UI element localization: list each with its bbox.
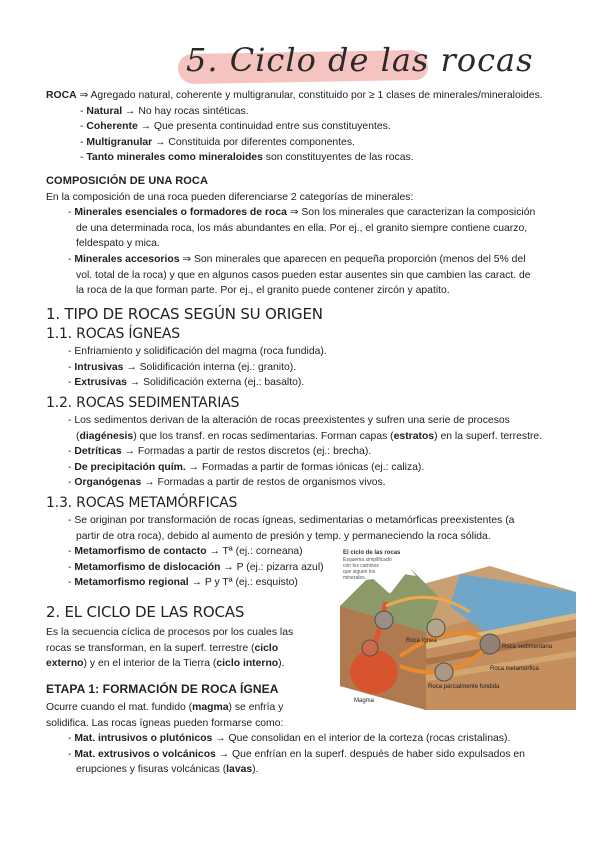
term-roca: ROCA — [46, 90, 77, 101]
text-part: ). — [252, 764, 259, 776]
section-heading: ETAPA 1: FORMACIÓN DE ROCA ÍGNEA — [46, 682, 279, 696]
label-magma: Magma — [354, 698, 375, 704]
item-text: → Que enfrían en la superf. después de haber sido expulsados en — [215, 748, 525, 760]
item-continuation: vol. total de la roca) y que en algunos casos pueden estar ausentes sin que cambien las caract. de — [76, 269, 531, 281]
item-text: → Formadas a partir de restos de organismos vivos. — [141, 477, 386, 489]
figure-caption-title: El ciclo de las rocas — [343, 550, 401, 556]
item-label: Tanto minerales como mineraloides — [86, 152, 263, 164]
figure-caption-line: que siguen los — [343, 569, 376, 575]
term-ciclo: ciclo — [254, 642, 279, 654]
rock-sample — [480, 634, 500, 654]
figure-caption-line: minerales. — [343, 575, 367, 581]
subsection-heading: 1.2. ROCAS SEDIMENTARIAS — [46, 395, 240, 411]
list-item: - Los sedimentos derivan de la alteración de rocas preexistentes y sufren una serie de procesos — [46, 413, 576, 429]
text-part: ) en la superf. terrestre. — [434, 430, 543, 442]
rock-sample — [435, 663, 453, 681]
list-item — [46, 460, 576, 476]
label-fundida: Roca parcialmente fundida — [428, 684, 500, 690]
item-label: Multigranular — [86, 136, 153, 148]
list-item — [46, 444, 576, 460]
text-part: ( — [76, 430, 80, 442]
item-label: Natural — [86, 105, 123, 117]
item-text: → Que presenta continuidad entre sus constituyentes. — [137, 121, 391, 133]
list-item — [46, 205, 576, 221]
list-item — [46, 475, 576, 491]
item-label: Extrusivas — [74, 377, 127, 389]
text-part: ) y en el interior de la Tierra ( — [83, 658, 217, 670]
paragraph: En la composición de una roca pueden diferenciarse 2 categorías de minerales: — [46, 191, 414, 203]
item-label: Metamorfismo de contacto — [74, 546, 207, 558]
paragraph-line — [46, 641, 336, 657]
composicion-section — [46, 173, 576, 299]
term-diagenesis: diagénesis — [79, 430, 134, 442]
paragraph-line: solidifica. Las rocas ígneas pueden formarse como: — [46, 717, 284, 729]
intro-definition — [46, 88, 576, 104]
item-label: Detríticas — [74, 446, 122, 458]
paragraph-line — [46, 656, 336, 672]
item-text: son constituyentes de las rocas. — [262, 152, 414, 164]
definition-text: ⇒ Agregado natural, coherente y multigranular, constituido por ≥ 1 clases de minerales/mineraloides. — [76, 90, 543, 101]
list-item — [46, 375, 576, 391]
term-ciclo-interno: ciclo interno — [216, 658, 279, 670]
text-part: Ocurre cuando el mat. fundido ( — [46, 702, 193, 713]
item-text: → Formadas a partir de formas iónicas (ej.: caliza). — [185, 461, 425, 473]
item-continuation: feldespato y mica. — [76, 238, 160, 250]
subsection-heading: 1.1. ROCAS ÍGNEAS — [46, 326, 180, 342]
item-text: → Constituida por diferentes componentes. — [152, 136, 355, 148]
label-ignea: Roca ígnea — [406, 638, 437, 644]
section-heading: 2. EL CICLO DE LAS ROCAS — [46, 603, 245, 621]
page-title: 5. Ciclo de las rocas — [186, 41, 534, 79]
item-text: ⇒ Son los minerales que caracterizan la composición — [286, 207, 536, 219]
ciclo-section — [46, 602, 336, 672]
section-heading: COMPOSICIÓN DE UNA ROCA — [46, 175, 209, 187]
item-continuation: partir de otra roca), debido al aumento de presión y temp. y permaneciendo la roca sólida. — [76, 530, 491, 542]
list-item — [46, 252, 576, 268]
term-magma: magma — [192, 702, 229, 713]
list-item: - Enfriamiento y solidificación del magma (roca fundida). — [46, 344, 576, 360]
rock-cycle-illustration — [340, 546, 576, 710]
item-text: ⇒ Son minerales que aparecen en pequeña proporción (menos del 5% del — [179, 253, 526, 265]
label-metamorfica: Roca metamórfica — [490, 666, 539, 672]
item-label: Coherente — [86, 121, 138, 133]
item-continuation — [46, 762, 576, 778]
rock-sample — [375, 611, 393, 629]
item-text: → P (ej.: pizarra azul) — [220, 561, 324, 573]
item-continuation: la roca de la que forman parte. Por ej., el granito puede contener zircón y apatito. — [76, 285, 450, 297]
rock-sample — [427, 619, 445, 637]
item-label: Metamorfismo de dislocación — [74, 561, 221, 573]
paragraph-line: Es la secuencia cíclica de procesos por los cuales las — [46, 627, 294, 638]
list-item — [46, 360, 576, 376]
item-text: → Solidificación interna (ej.: granito). — [123, 361, 297, 373]
list-item — [46, 731, 576, 747]
item-label: Minerales accesorios — [74, 253, 180, 265]
item-text: → P y Tª (ej.: esquisto) — [188, 577, 298, 589]
term-estratos: estratos — [393, 430, 435, 442]
list-item — [46, 747, 576, 763]
list-item: - Se originan por transformación de rocas ígneas, sedimentarias o metamórficas preexistentes (a — [46, 513, 576, 529]
item-label: De precipitación quím. — [74, 461, 186, 473]
list-item — [46, 104, 576, 120]
item-text: → Formadas a partir de restos discretos (ej.: brecha). — [121, 446, 372, 458]
list-item — [46, 119, 576, 135]
text-part: ) se enfría y — [228, 702, 284, 713]
text-part: ). — [278, 658, 285, 670]
item-label: Mat. intrusivos o plutónicos — [74, 733, 213, 745]
rock-cycle-figure — [340, 546, 576, 710]
item-continuation — [46, 429, 576, 445]
item-label: Organógenas — [74, 477, 142, 489]
figure-caption-line: Esquema simplificado — [343, 557, 392, 563]
item-text: → Que consolidan en el interior de la corteza (rocas cristalinas). — [212, 733, 511, 745]
item-label: Minerales esenciales o formadores de roca — [74, 207, 287, 219]
text-part: ) que los transf. en rocas sedimentarias. Forman capas ( — [133, 430, 394, 442]
label-sedimentaria: Roca sedimentaria — [502, 644, 553, 650]
item-continuation: de una determinada roca, los más abundantes en ella. Por ej., el granito siempre contiene cuarzo, — [76, 222, 528, 234]
tipos-section — [46, 304, 576, 391]
item-label: Mat. extrusivos o volcánicos — [74, 748, 216, 760]
item-text: → No hay rocas sintéticas. — [122, 105, 249, 117]
term-externo: externo — [46, 658, 84, 670]
text-part: erupciones y fisuras volcánicas ( — [76, 764, 227, 776]
sedimentarias-section — [46, 394, 576, 491]
list-item — [46, 135, 576, 151]
rock-sample — [362, 640, 378, 656]
intro-section — [46, 88, 576, 166]
text-part: rocas se transforman, en la superf. terrestre ( — [46, 642, 255, 654]
figure-caption-line: con los caminos — [343, 563, 379, 569]
list-item — [46, 150, 576, 166]
subsection-heading: 1.3. ROCAS METAMÓRFICAS — [46, 495, 238, 511]
section-heading: 1. TIPO DE ROCAS SEGÚN SU ORIGEN — [46, 305, 323, 323]
item-label: Intrusivas — [74, 361, 124, 373]
item-label: Metamorfismo regional — [74, 577, 189, 589]
page-title-area — [178, 38, 534, 82]
magma-chamber — [350, 650, 398, 694]
term-lavas: lavas — [226, 764, 253, 776]
item-text: → Tª (ej.: corneana) — [206, 546, 303, 558]
item-text: → Solidificación externa (ej.: basalto). — [126, 377, 305, 389]
